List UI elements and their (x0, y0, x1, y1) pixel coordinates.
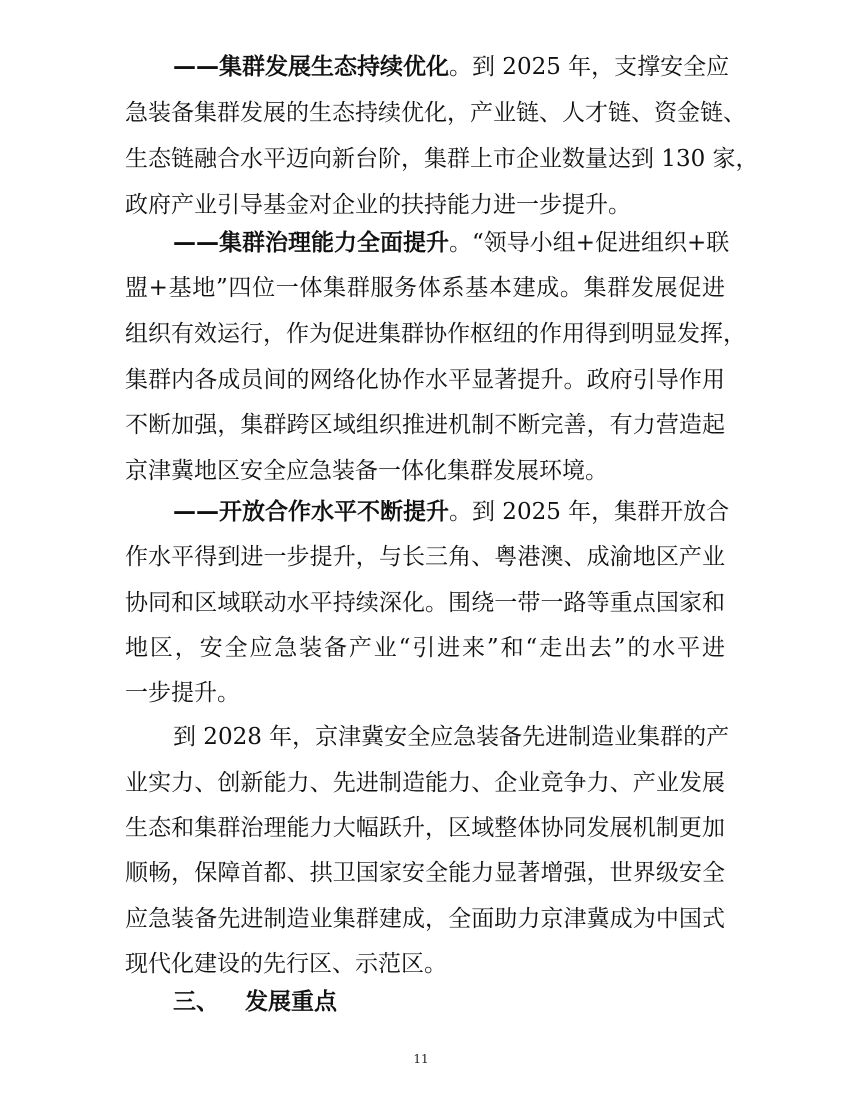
paragraph-line: 京津冀地区安全应急装备一体化集群发展环境。 (125, 458, 608, 484)
goal-heading: ——开放合作水平不断提升 (173, 499, 449, 525)
paragraph-line (173, 221, 730, 266)
paragraph-text: 。到 2025 年，集群开放合 (449, 499, 730, 525)
paragraph-line: 一步提升。 (125, 680, 240, 706)
section-title: 发展重点 (245, 989, 337, 1015)
section-heading (173, 980, 337, 1025)
paragraph-line (173, 490, 730, 535)
paragraph-line: 业实力、创新能力、先进制造能力、企业竞争力、产业发展 (125, 770, 725, 796)
paragraph-line (173, 45, 730, 90)
goal-heading: ——集群发展生态持续优化 (173, 54, 449, 80)
paragraph-text: 。到 2025 年，支撑安全应 (449, 54, 730, 80)
goal-heading: ——集群治理能力全面提升 (173, 230, 449, 256)
page-number: 11 (413, 1052, 429, 1066)
paragraph-line: 盟+基地”四位一体集群服务体系基本建成。集群发展促进 (125, 275, 725, 301)
section-number: 三、 (173, 989, 219, 1015)
paragraph-line: 政府产业引导基金对企业的扶持能力进一步提升。 (125, 192, 631, 218)
paragraph-line: 作水平得到进一步提升，与长三角、粤港澳、成渝地区产业 (125, 544, 725, 570)
paragraph-line: 应急装备先进制造业集群建成，全面助力京津冀成为中国式 (125, 906, 725, 932)
paragraph-line: 现代化建设的先行区、示范区。 (125, 951, 447, 977)
paragraph-line: 生态链融合水平迈向新台阶，集群上市企业数量达到 130 家， (125, 146, 759, 172)
paragraph-text: 。“领导小组+促进组织+联 (449, 230, 730, 256)
paragraph-line: 急装备集群发展的生态持续优化，产业链、人才链、资金链、 (125, 100, 746, 126)
paragraph-line: 集群内各成员间的网络化协作水平显著提升。政府引导作用 (125, 367, 725, 393)
paragraph-line: 不断加强，集群跨区域组织推进机制不断完善，有力营造起 (125, 412, 725, 438)
paragraph-line: 协同和区域联动水平持续深化。围绕一带一路等重点国家和 (125, 590, 725, 616)
paragraph-line: 组织有效运行，作为促进集群协作枢纽的作用得到明显发挥， (125, 321, 746, 347)
paragraph-line: 生态和集群治理能力大幅跃升，区域整体协同发展机制更加 (125, 815, 725, 841)
paragraph-line: 顺畅，保障首都、拱卫国家安全能力显著增强，世界级安全 (125, 860, 725, 886)
paragraph-line: 地区，安全应急装备产业“引进来”和“走出去”的水平进 (125, 635, 725, 661)
paragraph-line: 到 2028 年，京津冀安全应急装备先进制造业集群的产 (173, 724, 730, 750)
